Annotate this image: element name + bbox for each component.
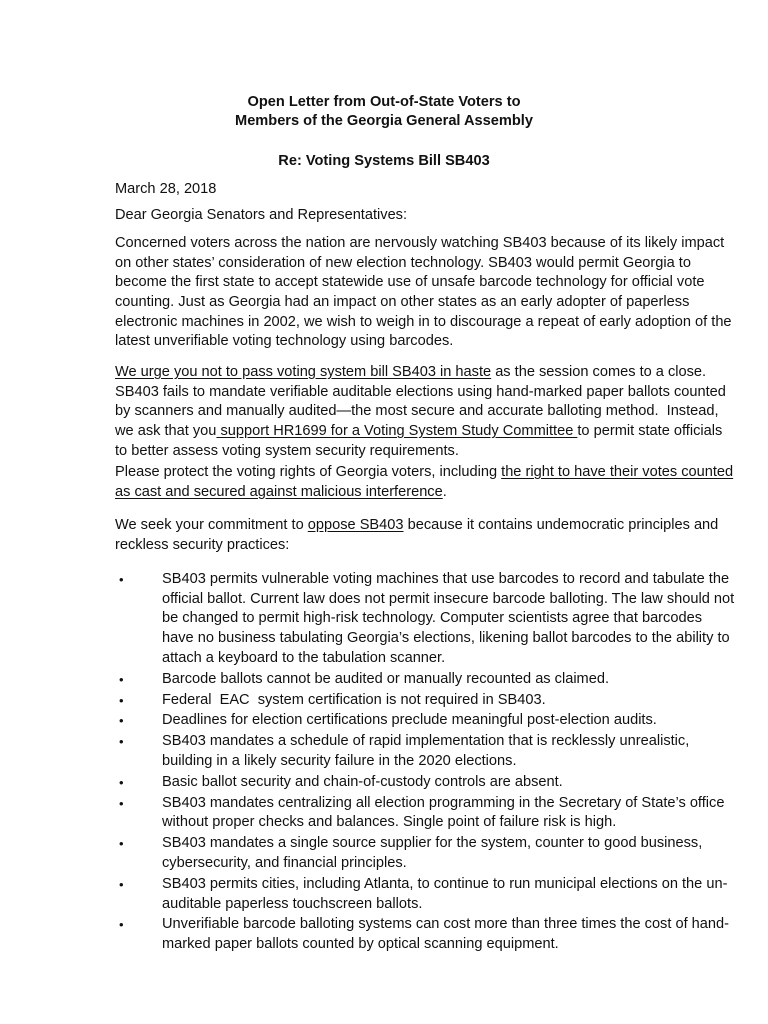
bullet-line: Deadlines for election certifications preclude meaningful post-election audits. bbox=[162, 712, 657, 729]
bullet-item bbox=[115, 773, 715, 793]
paragraph-line bbox=[115, 363, 715, 383]
bullet-line: SB403 mandates a single source supplier for the system, counter to good business, bbox=[162, 835, 703, 852]
bullet-item bbox=[115, 732, 715, 771]
underlined-text: as cast and secured against malicious interference bbox=[115, 483, 443, 500]
text-segment: to better assess voting system security requirements. bbox=[115, 442, 459, 459]
paragraph-line bbox=[115, 463, 734, 483]
bullet-line: have no business tabulating Georgia’s elections, likening ballot barcodes to the ability to bbox=[162, 630, 730, 647]
bullet-item bbox=[115, 794, 725, 833]
subject-line: Re: Voting Systems Bill SB403 bbox=[278, 153, 490, 169]
paragraph-line bbox=[115, 313, 732, 333]
bullet-item bbox=[115, 915, 730, 954]
bullet-icon: • bbox=[119, 774, 124, 790]
paragraph-line bbox=[115, 422, 723, 442]
paragraph-line bbox=[115, 536, 715, 556]
bullet-icon: • bbox=[119, 876, 124, 892]
salutation: Dear Georgia Senators and Representatives: bbox=[115, 207, 408, 223]
bullet-line: SB403 permits vulnerable voting machines that use barcodes to record and tabulate the bbox=[162, 571, 730, 587]
text-segment: We seek your commitment to bbox=[115, 517, 308, 533]
bullet-icon: • bbox=[119, 836, 124, 852]
text-segment: because it contains undemocratic principles and bbox=[403, 517, 719, 533]
text-segment: we ask that you bbox=[115, 423, 217, 440]
bullet-icon: • bbox=[119, 795, 124, 811]
text-segment: Concerned voters across the nation are nervously watching SB403 because of its likely impact bbox=[115, 235, 725, 251]
paragraph-line bbox=[115, 332, 715, 352]
paragraph-urge bbox=[115, 363, 726, 461]
bullet-line: SB403 permits cities, including Atlanta, to continue to run municipal elections on the un- bbox=[162, 875, 728, 892]
text-segment: on other states’ consideration of new election technology. SB403 would permit Georgia to bbox=[115, 254, 691, 271]
text-segment: Please protect the voting rights of Georgia voters, including bbox=[115, 464, 502, 480]
bullet-icon: • bbox=[119, 713, 124, 729]
bullet-line: without proper checks and balances. Single point of failure risk is high. bbox=[162, 814, 617, 831]
paragraph-concerned-voters bbox=[115, 234, 732, 352]
underlined-text: the right to have their votes counted bbox=[501, 464, 734, 480]
text-segment: electronic machines in 2002, we wish to weigh in to discourage a repeat of early adoption of the bbox=[115, 313, 732, 330]
bullet-line: building in a likely security failure in the 2020 elections. bbox=[162, 752, 517, 769]
bullet-item bbox=[115, 691, 715, 711]
text-segment: . bbox=[442, 483, 447, 500]
bullet-icon: • bbox=[119, 692, 124, 708]
bullet-line: cybersecurity, and financial principles. bbox=[162, 854, 407, 871]
paragraph-protect-rights bbox=[115, 463, 734, 502]
bullet-line: be changed to permit high-risk technology. Computer scientists agree that barcodes bbox=[162, 610, 702, 627]
underlined-text: support HR1699 for a Voting System Study Committee bbox=[216, 423, 578, 440]
paragraph-line bbox=[115, 273, 715, 293]
bullet-line: Unverifiable barcode balloting systems can cost more than three times the cost of hand- bbox=[162, 916, 730, 933]
bullet-item bbox=[115, 875, 728, 914]
concerns-bullet-list bbox=[115, 570, 735, 956]
paragraph-line bbox=[115, 383, 726, 403]
title-line-2: Members of the Georgia General Assembly bbox=[235, 113, 533, 129]
bullet-icon: • bbox=[119, 734, 124, 750]
text-segment: by scanners and manually audited—the most secure and accurate balloting method. Instead, bbox=[115, 403, 719, 420]
bullet-icon: • bbox=[119, 671, 124, 687]
bullet-line: attach a keyboard to the tabulation scanner. bbox=[162, 649, 446, 666]
bullet-line: marked paper ballots counted by optical scanning equipment. bbox=[162, 936, 559, 953]
paragraph-line bbox=[115, 402, 719, 422]
paragraph-line bbox=[115, 254, 715, 274]
paragraph-line bbox=[115, 234, 725, 254]
paragraph-line bbox=[115, 483, 715, 503]
paragraph-line bbox=[115, 293, 715, 313]
letter-date: March 28, 2018 bbox=[115, 181, 217, 197]
underlined-text: oppose SB403 bbox=[307, 517, 404, 533]
text-segment: reckless security practices: bbox=[115, 536, 290, 553]
bullet-item bbox=[115, 834, 715, 873]
title-line-1: Open Letter from Out-of-State Voters to bbox=[247, 94, 521, 110]
text-segment: counting. Just as Georgia had an impact on other states as an early adopter of paperless bbox=[115, 294, 690, 311]
bullet-icon: • bbox=[119, 572, 124, 587]
bullet-icon: • bbox=[119, 917, 124, 933]
text-segment: as the session comes to a close. bbox=[491, 364, 707, 380]
bullet-line: Basic ballot security and chain-of-custody controls are absent. bbox=[162, 773, 563, 790]
paragraph-commitment bbox=[115, 516, 719, 555]
text-segment: to permit state officials bbox=[577, 423, 723, 440]
bullet-item bbox=[115, 670, 715, 690]
bullet-line: SB403 mandates centralizing all election programming in the Secretary of State’s office bbox=[162, 794, 725, 811]
bullet-line: SB403 mandates a schedule of rapid implementation that is recklessly unrealistic, bbox=[162, 733, 690, 750]
bullet-item bbox=[115, 711, 715, 731]
bullet-item bbox=[115, 570, 735, 668]
bullet-line: official ballot. Current law does not permit insecure barcode balloting. The law should not bbox=[162, 590, 735, 607]
text-segment: become the first state to accept statewide use of unsafe barcode technology for official vote bbox=[115, 274, 705, 291]
paragraph-line bbox=[115, 516, 719, 536]
text-segment: SB403 fails to mandate verifiable auditable elections using hand-marked paper ballots counted bbox=[115, 383, 726, 400]
bullet-line: auditable paperless touchscreen ballots. bbox=[162, 895, 423, 912]
bullet-line: Barcode ballots cannot be audited or manually recounted as claimed. bbox=[162, 670, 610, 687]
text-segment: latest unverifiable voting technology using barcodes. bbox=[115, 333, 454, 350]
bullet-line: Federal EAC system certification is not required in SB403. bbox=[162, 691, 546, 708]
underlined-text: We urge you not to pass voting system bill SB403 in haste bbox=[115, 364, 492, 380]
paragraph-line bbox=[115, 442, 715, 462]
